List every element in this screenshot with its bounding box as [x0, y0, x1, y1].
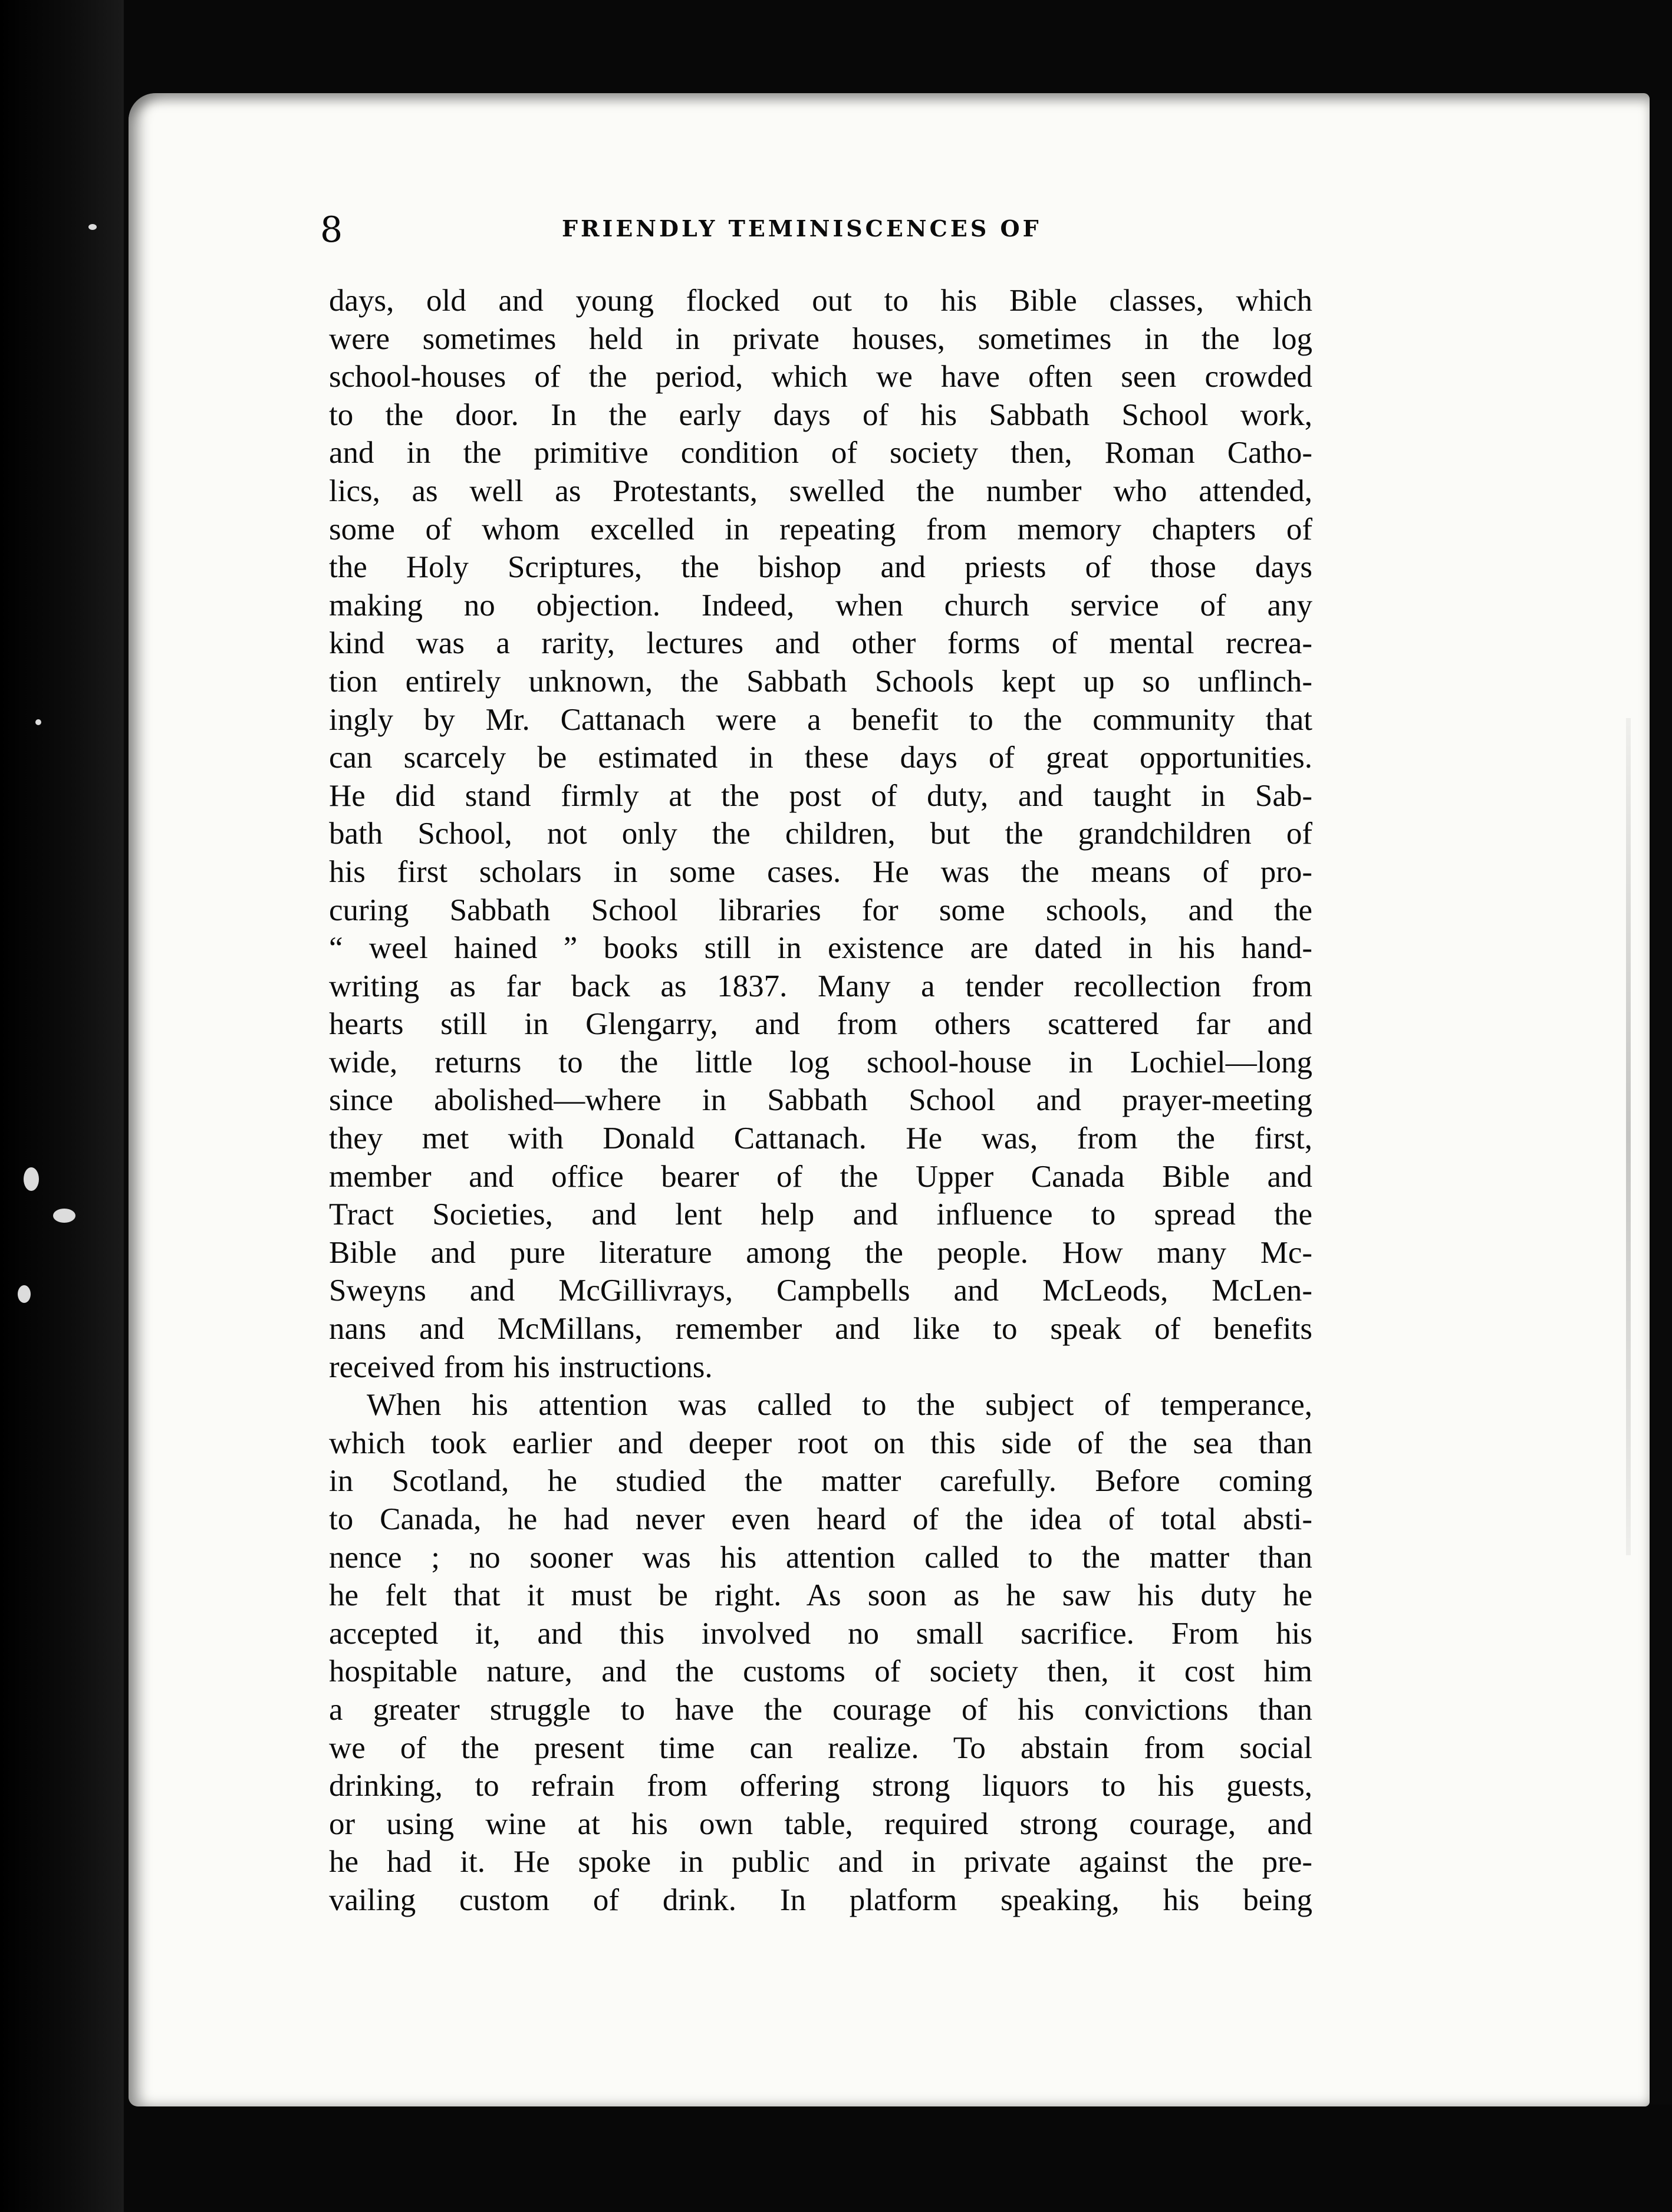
book-binding-edge	[0, 0, 124, 2212]
text-line: to the door. In the early days of his Sabbath School work,	[329, 397, 1312, 432]
text-line: can scarcely be estimated in these days of great opportunities.	[329, 740, 1312, 775]
text-line: When his attention was called to the subject of temperance,	[367, 1388, 1312, 1423]
text-line: writing as far back as 1837. Many a tender recollection from	[329, 969, 1312, 1003]
text-line: drinking, to refrain from offering strong liquors to his guests,	[329, 1769, 1312, 1803]
dust-speck	[53, 1209, 75, 1223]
text-line: Bible and pure literature among the people. How many Mc-	[329, 1235, 1312, 1270]
text-line: “ weel hained ” books still in existence are dated in his hand-	[329, 931, 1312, 966]
text-line: we of the present time can realize. To abstain from social	[329, 1730, 1312, 1765]
text-line: days, old and young flocked out to his Bible classes, which	[329, 284, 1312, 318]
text-line: nans and McMillans, remember and like to speak of benefits	[329, 1312, 1312, 1347]
dust-speck	[18, 1285, 31, 1303]
text-line: or using wine at his own table, required strong courage, and	[329, 1806, 1312, 1841]
text-line: school-houses of the period, which we have often seen crowded	[329, 360, 1312, 394]
text-line: wide, returns to the little log school-house in Lochiel—long	[329, 1045, 1312, 1079]
text-line: which took earlier and deeper root on this side of the sea than	[329, 1426, 1312, 1460]
page-number: 8	[320, 209, 343, 251]
text-line: ingly by Mr. Cattanach were a benefit to the community that	[329, 702, 1312, 737]
text-line: were sometimes held in private houses, sometimes in the log	[329, 321, 1312, 356]
text-line: tion entirely unknown, the Sabbath Schools kept up so unflinch-	[329, 664, 1312, 699]
text-line: they met with Donald Cattanach. He was, from the first,	[329, 1121, 1312, 1156]
text-line: his first scholars in some cases. He was the means of pro-	[329, 854, 1312, 889]
dust-speck	[88, 224, 97, 230]
text-line: kind was a rarity, lectures and other forms of mental recrea-	[329, 626, 1312, 661]
running-head: FRIENDLY TEMINISCENCES OF	[562, 215, 1042, 242]
text-line: bath School, not only the children, but the grandchildren of	[329, 817, 1312, 851]
body-text	[329, 282, 1312, 1920]
text-line: member and office bearer of the Upper Canada Bible and	[329, 1159, 1312, 1194]
text-line: accepted it, and this involved no small sacrifice. From his	[329, 1616, 1312, 1651]
text-line: Tract Societies, and lent help and influence to spread the	[329, 1197, 1312, 1232]
page-crease	[1626, 718, 1631, 1555]
text-line: since abolished—where in Sabbath School and prayer-meeting	[329, 1083, 1312, 1118]
dust-speck	[24, 1167, 39, 1191]
text-line: in Scotland, he studied the matter carefully. Before coming	[329, 1464, 1312, 1499]
dust-speck	[35, 719, 41, 725]
text-line: received from his instructions.	[329, 1349, 713, 1384]
text-line: nence ; no sooner was his attention called to the matter than	[329, 1540, 1312, 1575]
text-line: some of whom excelled in repeating from memory chapters of	[329, 512, 1312, 547]
text-line: curing Sabbath School libraries for some schools, and the	[329, 893, 1312, 927]
text-line: he felt that it must be right. As soon as he saw his duty he	[329, 1578, 1312, 1613]
text-line: hospitable nature, and the customs of society then, it cost him	[329, 1654, 1312, 1689]
text-line: to Canada, he had never even heard of the idea of total absti-	[329, 1502, 1312, 1536]
text-line: hearts still in Glengarry, and from others scattered far and	[329, 1007, 1312, 1042]
text-line: Sweyns and McGillivrays, Campbells and McLeods, McLen-	[329, 1273, 1312, 1308]
text-line: and in the primitive condition of society then, Roman Catho-	[329, 436, 1312, 470]
text-line: vailing custom of drink. In platform speaking, his being	[329, 1882, 1312, 1917]
text-line: a greater struggle to have the courage of his convictions than	[329, 1692, 1312, 1727]
text-line: making no objection. Indeed, when church service of any	[329, 588, 1312, 623]
text-line: he had it. He spoke in public and in private against the pre-	[329, 1845, 1312, 1879]
page-header	[320, 209, 1346, 251]
text-line: He did stand firmly at the post of duty, and taught in Sab-	[329, 778, 1312, 813]
text-line: lics, as well as Protestants, swelled the number who attended,	[329, 473, 1312, 508]
text-line: the Holy Scriptures, the bishop and priests of those days	[329, 550, 1312, 585]
